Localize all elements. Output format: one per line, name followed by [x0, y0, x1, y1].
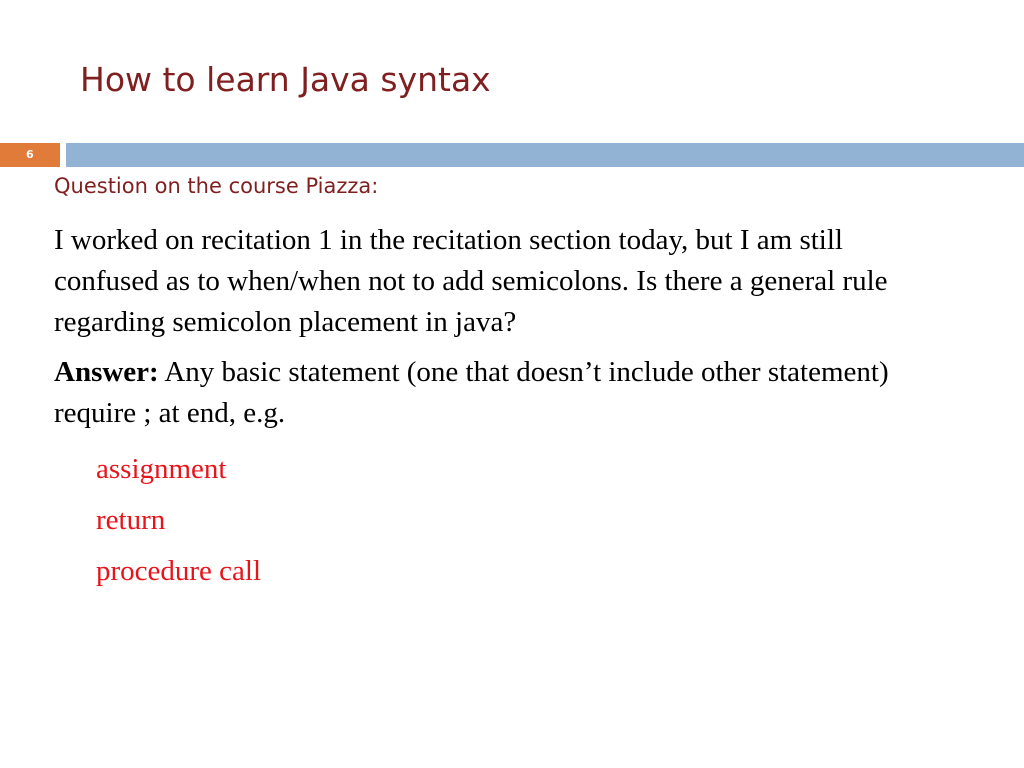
answer-text: Any basic statement (one that doesn’t include other statement) require ; at end, e.g.	[54, 356, 889, 429]
example-item: procedure call	[96, 555, 262, 587]
subheading: Question on the course Piazza:	[54, 174, 379, 198]
header-bar	[66, 143, 1024, 167]
example-item: return	[96, 504, 166, 536]
question-text: I worked on recitation 1 in the recitation section today, but I am still confused as to when/when not to add semicolons. Is there a general rule regarding semicolon placement in java?	[54, 224, 888, 338]
slide-title: How to learn Java syntax	[80, 60, 491, 99]
examples-list	[96, 444, 261, 597]
answer-paragraph	[54, 352, 954, 434]
slide-number: 6	[26, 148, 34, 161]
answer-label: Answer:	[54, 356, 159, 388]
example-item: assignment	[96, 453, 227, 485]
